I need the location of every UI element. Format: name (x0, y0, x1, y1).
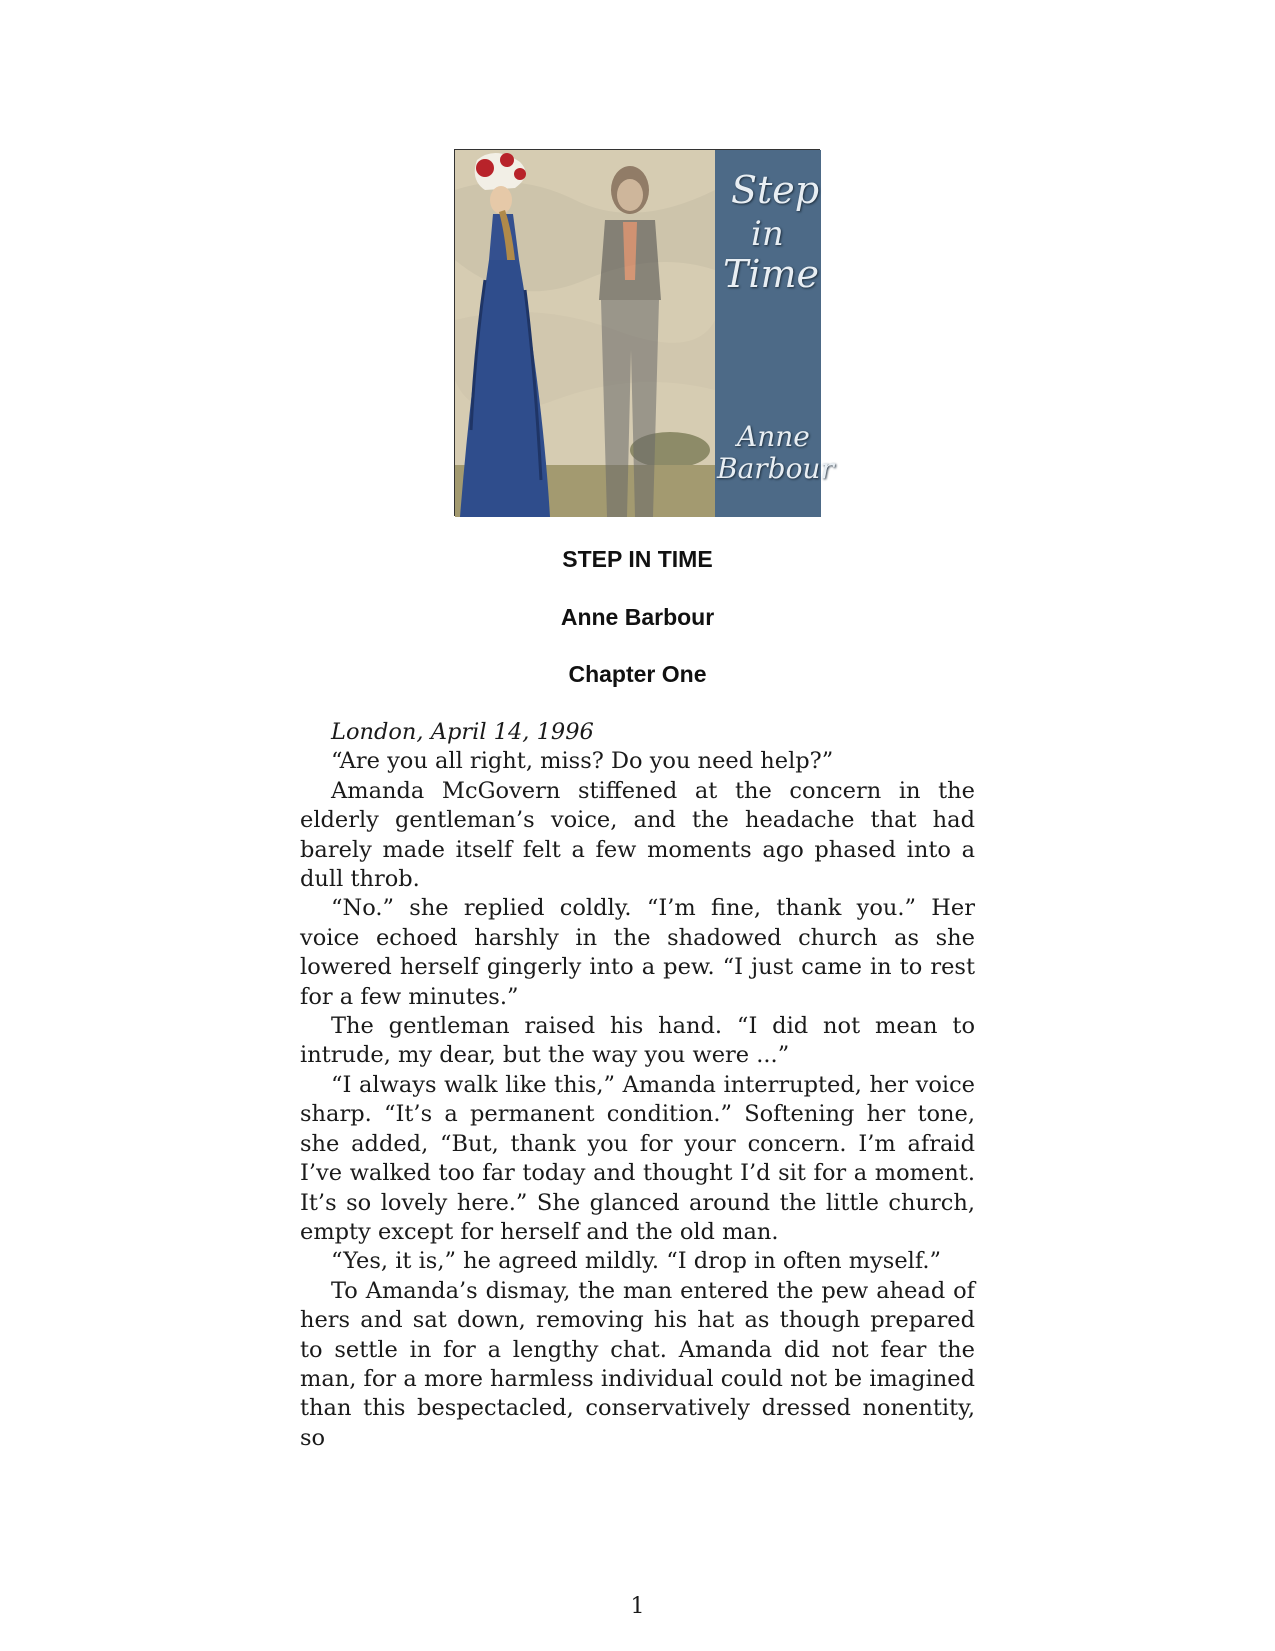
dateline: London, April 14, 1996 (331, 719, 594, 745)
chapter-body (300, 718, 975, 1453)
cover-title-line-2: in (751, 214, 784, 254)
paragraph: Amanda McGovern stiffened at the concern in the elderly gentleman’s voice, and the headache that had barely made itself felt a few moments ago phased into a dull throb. (300, 777, 975, 893)
chapter-heading: Chapter One (568, 661, 707, 687)
paragraph: “Yes, it is,” he agreed mildly. “I drop in often myself.” (331, 1248, 942, 1275)
book-author: Anne Barbour (560, 604, 715, 630)
book-cover-image (454, 149, 834, 516)
cover-title-line-1: Step (731, 168, 820, 212)
paragraph: “I always walk like this,” Amanda interrupted, her voice sharp. “It’s a permanent condition.” Softening her tone, she added, “But, thank you for your concern. I’m afraid I’ve walked too far today and thought I’d sit for a moment. It’s so lovely here.” She glanced around the little church, empty except for herself and the old man. (300, 1071, 975, 1245)
book-title: STEP IN TIME (562, 546, 713, 572)
page-number: 1 (630, 1594, 645, 1619)
paragraph: The gentleman raised his hand. “I did not mean to intrude, my dear, but the way you were ...” (300, 1013, 975, 1069)
cover-author-line-1: Anne (737, 420, 810, 453)
paragraph: To Amanda’s dismay, the man entered the pew ahead of hers and sat down, removing his hat as though prepared to settle in for a lengthy chat. Amanda did not fear the man, for a more harmless individual could not be imagined than this bespectacled, conservatively dressed nonentity, so (300, 1277, 975, 1451)
paragraph: “Are you all right, miss? Do you need help?” (331, 748, 834, 775)
paragraph: “No.” she replied coldly. “I’m fine, thank you.” Her voice echoed harshly in the shadowed church as she lowered herself gingerly into a pew. “I just came in to rest for a few minutes.” (300, 895, 975, 1010)
cover-title-line-3: Time (723, 252, 820, 296)
cover-author-line-2: Barbour (717, 452, 834, 485)
